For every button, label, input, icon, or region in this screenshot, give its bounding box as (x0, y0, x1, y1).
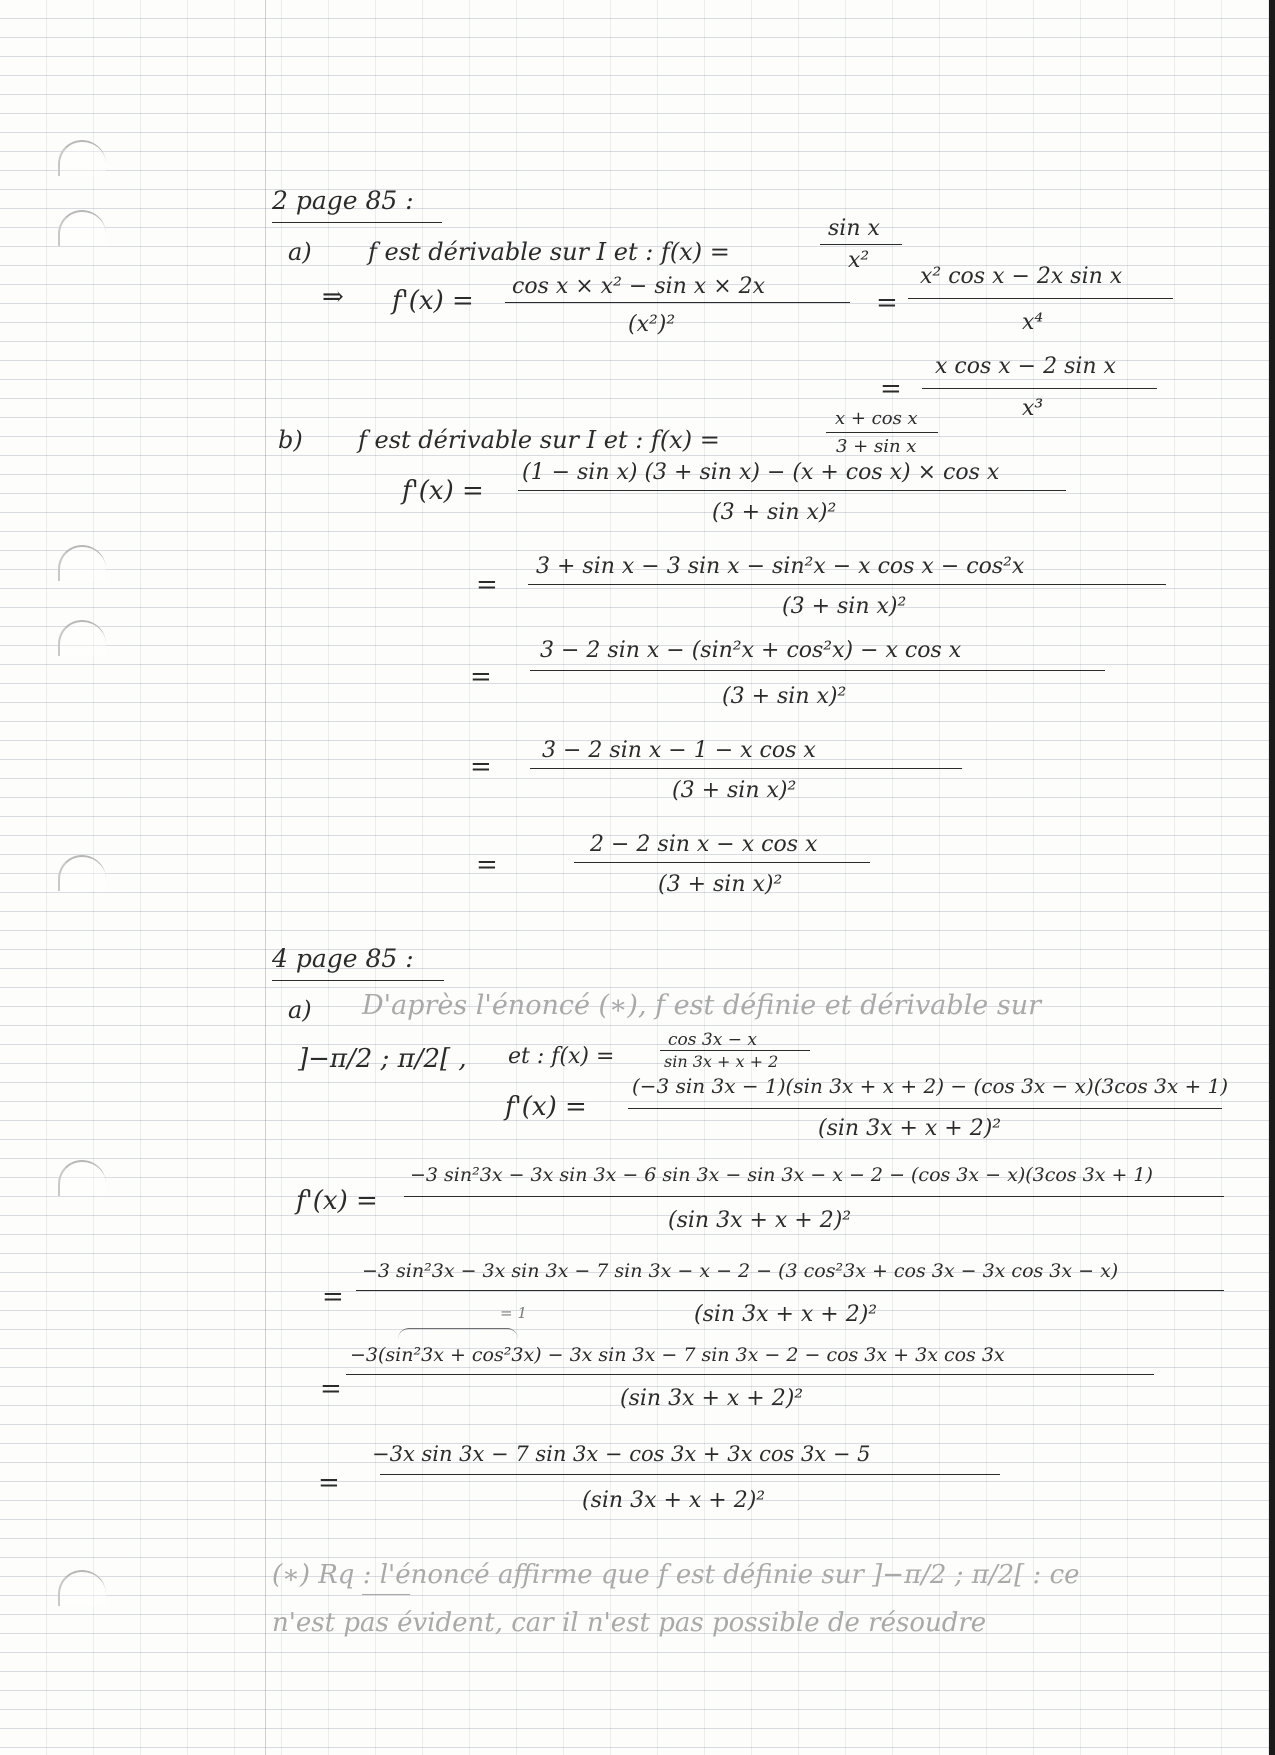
title-underline (272, 222, 442, 223)
fraction-bar (660, 1050, 810, 1051)
step2-denominator: x⁴ (1022, 310, 1044, 335)
fraction-bar (820, 244, 902, 245)
fraction-bar (530, 670, 1105, 671)
step3-denominator: (3 + sin x)² (722, 684, 847, 709)
fraction-bar (922, 388, 1157, 389)
fraction-bar (826, 432, 938, 433)
step2-numerator: −3 sin²3x − 3x sin 3x − 6 sin 3x − sin 3x − x − 2 − (cos 3x − x)(3cos 3x + 1) (410, 1164, 1153, 1186)
step5-denominator: (sin 3x + x + 2)² (582, 1488, 766, 1513)
fraction-bar (528, 584, 1166, 585)
step2-numerator: x² cos x − 2x sin x (920, 264, 1123, 289)
fraction-bar (518, 490, 1066, 491)
exercise-4-title: 4 page 85 : (272, 944, 414, 973)
equals-sign: = (476, 570, 498, 600)
step3-numerator: −3 sin²3x − 3x sin 3x − 7 sin 3x − x − 2 − (3 cos²3x + cos 3x − 3x cos 3x − x) (362, 1260, 1119, 1282)
equals-sign: = (470, 752, 492, 782)
fraction-bar (346, 1374, 1154, 1375)
fraction-bar (908, 298, 1173, 299)
remark-line-2: n'est pas évident, car il n'est pas possible de résoudre (272, 1608, 987, 1638)
binder-hole (58, 620, 106, 656)
derivative-lhs: f'(x) = (392, 286, 474, 316)
step1-denominator: (sin 3x + x + 2)² (818, 1116, 1002, 1141)
part-a-intro: D'après l'énoncé (∗), f est définie et dérivable sur (362, 990, 1042, 1021)
derivative-lhs: f'(x) = (402, 476, 484, 506)
step3-denominator: (sin 3x + x + 2)² (694, 1302, 878, 1327)
step4-denominator: (sin 3x + x + 2)² (620, 1386, 804, 1411)
part-a-intro: f est dérivable sur I et : f(x) = (368, 238, 730, 266)
fraction-bar (574, 862, 870, 863)
step5-numerator: 2 − 2 sin x − x cos x (590, 832, 818, 857)
fraction-bar (356, 1290, 1224, 1291)
fraction-bar (380, 1474, 1000, 1475)
page-edge (1269, 0, 1275, 1755)
part-a-label: a) (288, 238, 312, 266)
equals-sign: = (320, 1374, 342, 1404)
step4-numerator: −3(sin²3x + cos²3x) − 3x sin 3x − 7 sin 3x − 2 − cos 3x + 3x cos 3x (350, 1344, 1005, 1366)
step3-numerator: 3 − 2 sin x − (sin²x + cos²x) − x cos x (540, 638, 962, 663)
step1-numerator: cos x × x² − sin x × 2x (512, 274, 766, 299)
fraction-bar (530, 768, 962, 769)
underbrace (398, 1328, 518, 1339)
step1-numerator: (1 − sin x) (3 + sin x) − (x + cos x) × cos x (522, 460, 1000, 485)
remark-line-1: (∗) Rq : l'énoncé affirme que f est définie sur ]−π/2 ; π/2[ : ce (272, 1560, 1080, 1590)
step5-numerator: −3x sin 3x − 7 sin 3x − cos 3x + 3x cos 3x − 5 (372, 1442, 871, 1466)
step4-numerator: 3 − 2 sin x − 1 − x cos x (542, 738, 816, 763)
fraction-bar (404, 1196, 1224, 1197)
part-a-label: a) (288, 996, 312, 1024)
step1-denominator: (3 + sin x)² (712, 500, 837, 525)
f-denominator: sin 3x + x + 2 (664, 1052, 779, 1071)
binder-hole (58, 140, 106, 176)
brace-note: = 1 (500, 1304, 527, 1322)
step5-denominator: (3 + sin x)² (658, 872, 783, 897)
derivative-lhs: f'(x) = (505, 1092, 587, 1122)
step2-numerator: 3 + sin x − 3 sin x − sin²x − x cos x − cos²x (536, 554, 1025, 579)
step1-denominator: (x²)² (628, 312, 676, 337)
interval: ]−π/2 ; π/2[ , (298, 1044, 467, 1074)
f-denominator: 3 + sin x (836, 436, 917, 457)
step3-denominator: x³ (1022, 396, 1044, 421)
f-denominator: x² (848, 248, 870, 273)
fraction-bar (628, 1108, 1222, 1109)
binder-hole (58, 1160, 106, 1196)
f-definition-label: et : f(x) = (508, 1044, 615, 1069)
step1-numerator: (−3 sin 3x − 1)(sin 3x + x + 2) − (cos 3x − x)(3cos 3x + 1) (632, 1074, 1229, 1098)
f-numerator: cos 3x − x (668, 1030, 757, 1050)
equals-sign: = (876, 288, 898, 318)
part-b-label: b) (278, 426, 303, 454)
margin-line (265, 0, 266, 1755)
binder-hole (58, 1570, 106, 1606)
remark-underline (362, 1594, 410, 1595)
derivative-lhs: f'(x) = (296, 1186, 378, 1216)
part-b-intro: f est dérivable sur I et : f(x) = (358, 426, 720, 454)
equals-sign: = (322, 1282, 344, 1312)
implies-arrow: ⇒ (322, 282, 344, 312)
equals-sign: = (470, 662, 492, 692)
equals-sign: = (880, 374, 902, 404)
equals-sign: = (318, 1468, 340, 1498)
step3-numerator: x cos x − 2 sin x (935, 354, 1116, 379)
title-underline (272, 980, 444, 981)
binder-hole (58, 855, 106, 891)
fraction-bar (505, 302, 850, 303)
binder-hole (58, 545, 106, 581)
step2-denominator: (3 + sin x)² (782, 594, 907, 619)
f-numerator: x + cos x (835, 408, 918, 429)
f-numerator: sin x (828, 216, 880, 241)
binder-hole (58, 210, 106, 246)
exercise-2-title: 2 page 85 : (272, 186, 414, 215)
step2-denominator: (sin 3x + x + 2)² (668, 1208, 852, 1233)
equals-sign: = (476, 850, 498, 880)
step4-denominator: (3 + sin x)² (672, 778, 797, 803)
